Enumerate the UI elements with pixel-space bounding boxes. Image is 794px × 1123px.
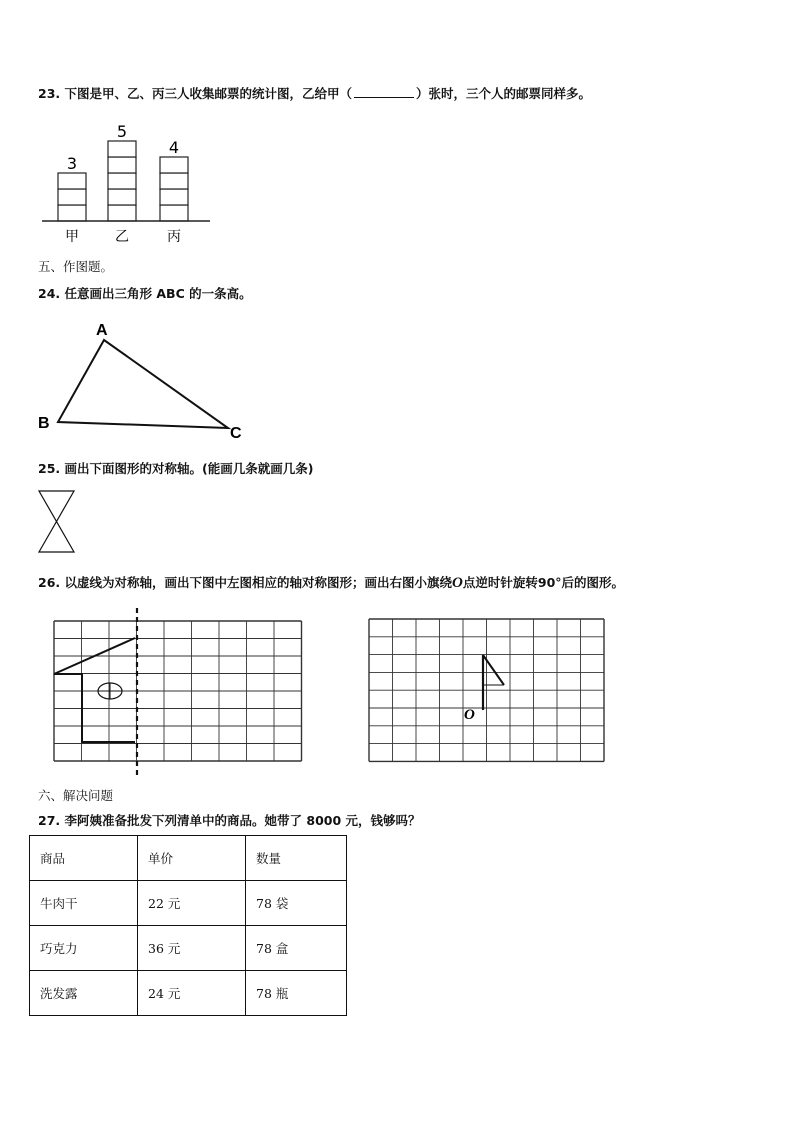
table-row xyxy=(30,881,347,926)
bar-unit-square xyxy=(160,205,188,221)
question-number: 24. xyxy=(38,286,61,301)
table-cell: 78 瓶 xyxy=(246,971,347,1016)
bar-unit-square xyxy=(58,205,86,221)
triangle-shape[interactable] xyxy=(58,340,228,428)
question-number: 25. xyxy=(38,461,61,476)
question-25 xyxy=(38,459,313,477)
question-text: 李阿姨准备批发下列清单中的商品。她带了 8000 元，钱够吗？ xyxy=(64,813,421,828)
question-text: 画出下面图形的对称轴。(能画几条就画几条) xyxy=(64,461,314,476)
vertex-label-a: A xyxy=(96,322,108,339)
question-text: 下图是甲、乙、丙三人收集邮票的统计图，乙给甲（ xyxy=(64,86,353,101)
point-o-label: O xyxy=(452,575,463,591)
bar-unit-square xyxy=(160,173,188,189)
angle-label: 90° xyxy=(537,575,562,590)
vertex-label-b: B xyxy=(38,415,50,432)
question-number: 23. xyxy=(38,86,61,101)
bar-category-label: 丙 xyxy=(167,229,181,245)
rotation-point-o: O xyxy=(464,707,475,723)
question-text: 以虚线为对称轴，画出下图中左图相应的轴对称图形；画出右图小旗绕 xyxy=(64,575,453,590)
table-cell: 22 元 xyxy=(138,881,246,926)
bar-value-label: 4 xyxy=(168,138,180,157)
bar-unit-square xyxy=(58,189,86,205)
bar-value-label: 5 xyxy=(116,122,128,141)
question-text-end: 后的图形。 xyxy=(561,575,625,590)
question-text-mid: 点逆时针旋转 xyxy=(462,575,538,590)
bar-unit-square xyxy=(108,189,136,205)
question-27 xyxy=(38,811,421,829)
answer-blank[interactable] xyxy=(354,86,414,98)
table-row xyxy=(30,926,347,971)
left-grid xyxy=(54,621,302,761)
vertex-label-c: C xyxy=(230,425,242,442)
question-number: 27. xyxy=(38,813,61,828)
table-header-row xyxy=(30,836,347,881)
table-cell: 24 元 xyxy=(138,971,246,1016)
bar-unit-square xyxy=(58,173,86,189)
question-24 xyxy=(38,284,252,302)
table-cell: 36 元 xyxy=(138,926,246,971)
right-grid-figure xyxy=(366,615,612,767)
header-cell-product: 商品 xyxy=(30,836,138,881)
table-cell: 巧克力 xyxy=(30,926,138,971)
bar-丙 xyxy=(160,157,188,221)
table-row xyxy=(30,971,347,1016)
table-cell: 78 盒 xyxy=(246,926,347,971)
hourglass-figure xyxy=(36,488,80,556)
bar-value-label: 3 xyxy=(66,154,78,173)
goods-table xyxy=(29,835,347,1016)
header-cell-price: 单价 xyxy=(138,836,246,881)
question-number: 26. xyxy=(38,575,61,590)
bar-unit-square xyxy=(108,157,136,173)
bar-unit-square xyxy=(108,205,136,221)
bar-乙 xyxy=(108,141,136,221)
question-26 xyxy=(38,573,624,592)
hourglass-shape[interactable] xyxy=(39,491,74,552)
table-cell: 牛肉干 xyxy=(30,881,138,926)
section-5-title: 五、作图题。 xyxy=(38,259,114,274)
question-text-end: ）张时，三个人的邮票同样多。 xyxy=(416,86,592,101)
bar-unit-square xyxy=(108,173,136,189)
header-cell-quantity: 数量 xyxy=(246,836,347,881)
question-text: 任意画出三角形 ABC 的一条高。 xyxy=(64,286,252,301)
stamp-bar-chart xyxy=(38,110,218,250)
left-grid-figure xyxy=(46,606,316,778)
bar-甲 xyxy=(58,173,86,221)
bar-category-label: 甲 xyxy=(65,229,79,245)
right-grid xyxy=(369,619,604,761)
bar-category-label: 乙 xyxy=(115,229,129,245)
bar-unit-square xyxy=(160,189,188,205)
section-6-title: 六、解决问题 xyxy=(38,788,114,803)
table-cell: 78 袋 xyxy=(246,881,347,926)
question-23 xyxy=(38,84,591,102)
bar-unit-square xyxy=(108,141,136,157)
triangle-abc xyxy=(30,310,260,445)
table-cell: 洗发露 xyxy=(30,971,138,1016)
bar-unit-square xyxy=(160,157,188,173)
